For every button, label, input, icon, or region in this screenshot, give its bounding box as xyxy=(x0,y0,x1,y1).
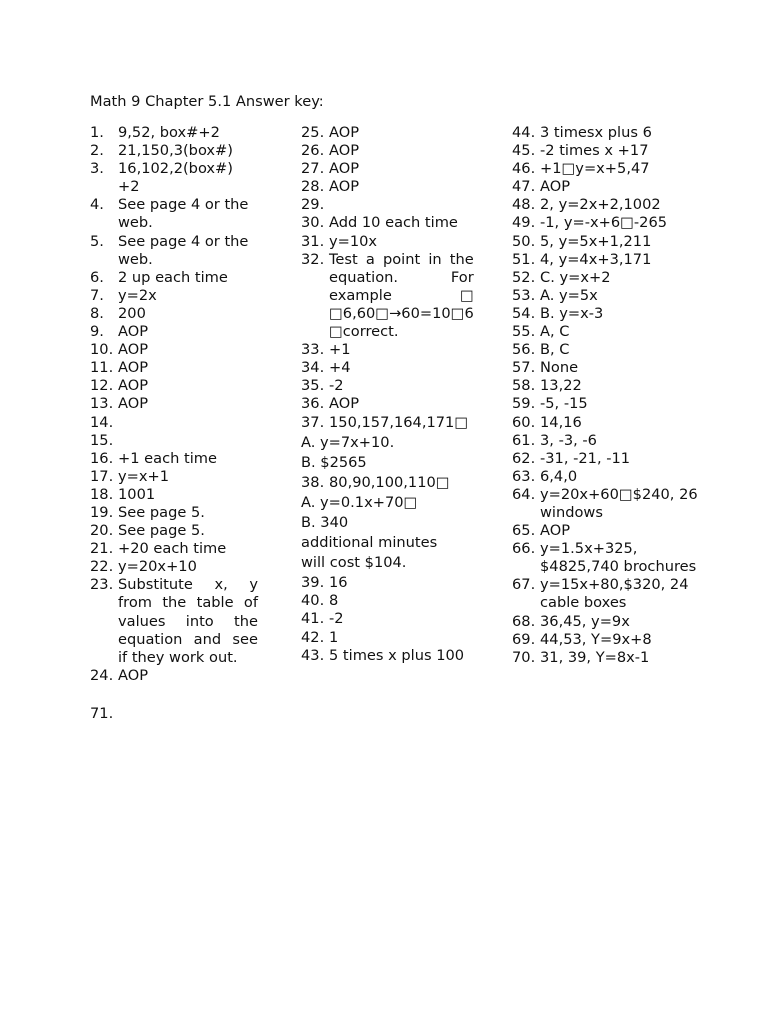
answer-text: AOP xyxy=(329,395,360,413)
answer-number: 31. xyxy=(301,232,325,250)
answer-column-1 xyxy=(90,124,258,685)
answer-subline: B. 340 xyxy=(301,513,349,531)
answer-number: 18. xyxy=(90,485,114,503)
answer-item xyxy=(90,414,258,432)
answer-number: 43. xyxy=(301,646,325,664)
answer-text: AOP xyxy=(118,323,149,341)
answer-item xyxy=(512,631,712,649)
answer-number: 14. xyxy=(90,413,114,431)
answer-number: 47. xyxy=(512,178,536,196)
answer-text: 31, 39, Y=8x-1 xyxy=(540,648,650,666)
answer-item xyxy=(301,647,468,665)
answer-item xyxy=(301,574,468,592)
answer-text: 6,4,0 xyxy=(540,467,578,485)
answer-item xyxy=(512,196,712,214)
answer-number: 33. xyxy=(301,341,325,359)
answer-text: 3, -3, -6 xyxy=(540,431,597,449)
answer-text: A. y=5x xyxy=(540,286,598,304)
answer-text: +1□y=x+5,47 xyxy=(540,160,650,178)
answer-number: 3. xyxy=(90,160,104,178)
answer-text: AOP xyxy=(329,178,360,196)
answer-text: y=2x xyxy=(118,286,157,304)
answer-number: 24. xyxy=(90,666,114,684)
answer-text: 150,157,164,171□ xyxy=(329,413,469,431)
answer-item xyxy=(90,196,258,232)
answer-item xyxy=(512,142,712,160)
answer-number: 9. xyxy=(90,323,104,341)
answer-item xyxy=(90,468,258,486)
answer-subline: A. y=0.1x+70□ xyxy=(301,493,418,511)
answer-number: 65. xyxy=(512,522,536,540)
answer-item xyxy=(301,250,474,341)
answer-column-2 xyxy=(301,124,474,665)
answer-text: AOP xyxy=(540,178,571,196)
answer-item xyxy=(301,610,468,628)
answer-text: 2 up each time xyxy=(118,268,228,286)
answer-text: AOP xyxy=(118,341,149,359)
answer-item xyxy=(301,359,468,377)
answer-text: 9,52, box#+2 xyxy=(118,124,220,141)
answer-text: -2 times x +17 xyxy=(540,142,649,160)
answer-item xyxy=(90,667,258,685)
answer-item xyxy=(512,233,712,251)
answer-number: 5. xyxy=(90,232,104,250)
answer-number: 37. xyxy=(301,413,325,431)
answer-text: -31, -21, -11 xyxy=(540,449,631,467)
answer-subline: additional minutes xyxy=(301,534,438,552)
answer-number: 30. xyxy=(301,214,325,232)
answer-text: 200 xyxy=(118,304,146,322)
answer-number: 2. xyxy=(90,142,104,160)
answer-subline: B. $2565 xyxy=(301,453,367,471)
answer-text: AOP xyxy=(118,666,149,684)
answer-text: -2 xyxy=(329,377,344,395)
answer-number: 52. xyxy=(512,268,536,286)
answer-number: 25. xyxy=(301,124,325,141)
answer-item xyxy=(512,269,712,287)
answer-item xyxy=(512,522,712,540)
answer-number: 70. xyxy=(512,648,536,666)
answer-item xyxy=(512,450,712,468)
answer-text: -1, y=-x+6□-265 xyxy=(540,214,668,232)
answer-number: 49. xyxy=(512,214,536,232)
answer-item xyxy=(512,214,712,232)
answer-item xyxy=(512,178,712,196)
answer-number: 4. xyxy=(90,196,104,214)
answer-text: B, C xyxy=(540,341,570,359)
answer-text: Substitute x, y from the table of values into the equation and see if they work out. xyxy=(118,576,258,666)
answer-text: 16 xyxy=(329,574,348,592)
answer-text: AOP xyxy=(118,377,149,395)
answer-text: Test a point in the equation. For example □ □6,60□→60=10□6 □correct. xyxy=(329,250,474,341)
answer-text: A, C xyxy=(540,323,570,341)
answer-item xyxy=(301,474,468,492)
answer-number: 21. xyxy=(90,540,114,558)
answer-text: See page 5. xyxy=(118,522,205,540)
answer-number: 23. xyxy=(90,576,114,594)
answer-item xyxy=(512,432,712,450)
answer-item xyxy=(301,377,468,395)
answer-number: 8. xyxy=(90,304,104,322)
answer-item xyxy=(512,251,712,269)
answer-item xyxy=(301,160,468,178)
answer-item xyxy=(90,323,258,341)
answer-number: 68. xyxy=(512,612,536,630)
answer-number: 12. xyxy=(90,377,114,395)
answer-number: 27. xyxy=(301,160,325,178)
answer-text: AOP xyxy=(329,160,360,178)
answer-number: 39. xyxy=(301,574,325,592)
answer-number: 59. xyxy=(512,395,536,413)
answer-item xyxy=(512,613,712,631)
answer-item xyxy=(512,468,712,486)
answer-number: 22. xyxy=(90,558,114,576)
answer-item xyxy=(512,305,712,323)
answer-item xyxy=(301,414,468,432)
answer-item xyxy=(512,576,712,612)
answer-number: 35. xyxy=(301,377,325,395)
answer-number: 38. xyxy=(301,473,325,491)
answer-item xyxy=(90,486,258,504)
answer-text: 44,53, Y=9x+8 xyxy=(540,630,652,648)
answer-number: 40. xyxy=(301,592,325,610)
answer-text: -5, -15 xyxy=(540,395,588,413)
answer-number: 61. xyxy=(512,431,536,449)
answer-number: 55. xyxy=(512,323,536,341)
answer-number: 7. xyxy=(90,286,104,304)
answer-number: 50. xyxy=(512,232,536,250)
answer-text: y=1.5x+325, $4825,740 brochures xyxy=(540,540,697,576)
answer-item xyxy=(90,558,258,576)
answer-item xyxy=(512,414,712,432)
answer-number: 48. xyxy=(512,196,536,214)
answer-number: 10. xyxy=(90,341,114,359)
answer-item xyxy=(90,233,258,269)
answer-text: 1001 xyxy=(118,485,156,503)
answer-item xyxy=(301,395,468,413)
answer-text: 8 xyxy=(329,592,339,610)
answer-item xyxy=(301,124,468,142)
answer-item xyxy=(512,359,712,377)
answer-item xyxy=(512,377,712,395)
answer-text: y=10x xyxy=(329,232,378,250)
answer-number: 11. xyxy=(90,359,114,377)
answer-number: 44. xyxy=(512,124,536,141)
answer-number: 69. xyxy=(512,630,536,648)
answer-text: y=x+1 xyxy=(118,467,170,485)
answer-number: 54. xyxy=(512,304,536,322)
answer-number: 29. xyxy=(301,196,325,214)
answer-item xyxy=(301,341,468,359)
answer-text: 36,45, y=9x xyxy=(540,612,630,630)
answer-text: -2 xyxy=(329,610,344,628)
answer-number: 6. xyxy=(90,268,104,286)
answer-number: 51. xyxy=(512,250,536,268)
answer-item xyxy=(90,341,258,359)
answer-item xyxy=(90,160,258,196)
answer-number: 32. xyxy=(301,250,325,268)
answer-text: AOP xyxy=(540,522,571,540)
answer-text: See page 4 or the web. xyxy=(118,232,249,268)
answer-text: 1 xyxy=(329,628,339,646)
answer-item xyxy=(512,160,712,178)
answer-text: 80,90,100,110□ xyxy=(329,473,450,491)
answer-text: 5 times x plus 100 xyxy=(329,646,465,664)
answer-item xyxy=(301,142,468,160)
answer-item xyxy=(512,540,712,576)
answer-number: 1. xyxy=(90,124,104,141)
answer-text: y=15x+80,$320, 24 cable boxes xyxy=(540,576,689,612)
answer-subline: will cost $104. xyxy=(301,554,407,572)
answer-text: +1 xyxy=(329,341,351,359)
answer-text: y=20x+10 xyxy=(118,558,197,576)
answer-number: 16. xyxy=(90,449,114,467)
page-title: Math 9 Chapter 5.1 Answer key: xyxy=(90,93,324,110)
answer-number: 60. xyxy=(512,413,536,431)
answer-text: +4 xyxy=(329,359,351,377)
answer-column-3 xyxy=(512,124,712,667)
answer-text: B. y=x-3 xyxy=(540,304,604,322)
answer-item xyxy=(90,522,258,540)
answer-number: 17. xyxy=(90,467,114,485)
answer-item-71 xyxy=(90,705,118,723)
answer-text: 21,150,3(box#) xyxy=(118,142,233,160)
answer-number: 26. xyxy=(301,142,325,160)
answer-item xyxy=(512,341,712,359)
answer-number: 36. xyxy=(301,395,325,413)
answer-number: 28. xyxy=(301,178,325,196)
answer-number: 45. xyxy=(512,142,536,160)
answer-text: 14,16 xyxy=(540,413,582,431)
answer-item xyxy=(512,486,712,522)
answer-number: 58. xyxy=(512,377,536,395)
answer-item xyxy=(90,377,258,395)
answer-text: 2, y=2x+2,1002 xyxy=(540,196,661,214)
answer-subline: A. y=7x+10. xyxy=(301,433,395,451)
answer-item xyxy=(90,142,258,160)
answer-number: 63. xyxy=(512,467,536,485)
answer-text: +20 each time xyxy=(118,540,227,558)
answer-item xyxy=(512,287,712,305)
answer-item xyxy=(90,359,258,377)
answer-item xyxy=(90,432,258,450)
answer-item xyxy=(512,649,712,667)
answer-item xyxy=(90,124,258,142)
answer-item xyxy=(301,592,468,610)
answer-text: y=20x+60□$240, 26 windows xyxy=(540,485,698,521)
answer-item xyxy=(301,233,468,251)
answer-number: 66. xyxy=(512,540,536,558)
answer-item xyxy=(90,450,258,468)
answer-text: 5, y=5x+1,211 xyxy=(540,232,652,250)
answer-item xyxy=(301,178,468,196)
answer-number: 71. xyxy=(90,705,114,722)
answer-text: AOP xyxy=(118,395,149,413)
answer-item xyxy=(90,305,258,323)
answer-item xyxy=(90,540,258,558)
answer-item xyxy=(90,395,258,413)
answer-text: 13,22 xyxy=(540,377,582,395)
answer-item xyxy=(90,504,258,522)
answer-item xyxy=(90,576,258,666)
answer-text: Add 10 each time xyxy=(329,214,458,232)
answer-item xyxy=(301,196,468,214)
answer-item xyxy=(512,124,712,142)
answer-number: 15. xyxy=(90,431,114,449)
answer-number: 20. xyxy=(90,522,114,540)
answer-item xyxy=(512,395,712,413)
answer-text: 4, y=4x+3,171 xyxy=(540,250,652,268)
answer-text: None xyxy=(540,359,579,377)
answer-text: 3 timesx plus 6 xyxy=(540,124,652,141)
answer-number: 53. xyxy=(512,286,536,304)
answer-number: 42. xyxy=(301,628,325,646)
answer-number: 19. xyxy=(90,503,114,521)
answer-text: AOP xyxy=(329,142,360,160)
answer-text: 16,102,2(box#) +2 xyxy=(118,160,233,196)
answer-text: AOP xyxy=(118,359,149,377)
answer-text: AOP xyxy=(329,124,360,141)
answer-text: +1 each time xyxy=(118,449,217,467)
answer-number: 62. xyxy=(512,449,536,467)
answer-number: 67. xyxy=(512,576,536,594)
answer-item xyxy=(512,323,712,341)
answer-text: See page 5. xyxy=(118,503,205,521)
answer-number: 41. xyxy=(301,610,325,628)
answer-text: C. y=x+2 xyxy=(540,268,611,286)
answer-item xyxy=(301,214,468,232)
answer-item xyxy=(90,287,258,305)
answer-text: See page 4 or the web. xyxy=(118,196,249,232)
answer-number: 46. xyxy=(512,160,536,178)
answer-number: 64. xyxy=(512,485,536,503)
answer-number: 56. xyxy=(512,341,536,359)
answer-item xyxy=(90,269,258,287)
answer-number: 13. xyxy=(90,395,114,413)
answer-number: 57. xyxy=(512,359,536,377)
answer-item xyxy=(301,629,468,647)
answer-number: 34. xyxy=(301,359,325,377)
